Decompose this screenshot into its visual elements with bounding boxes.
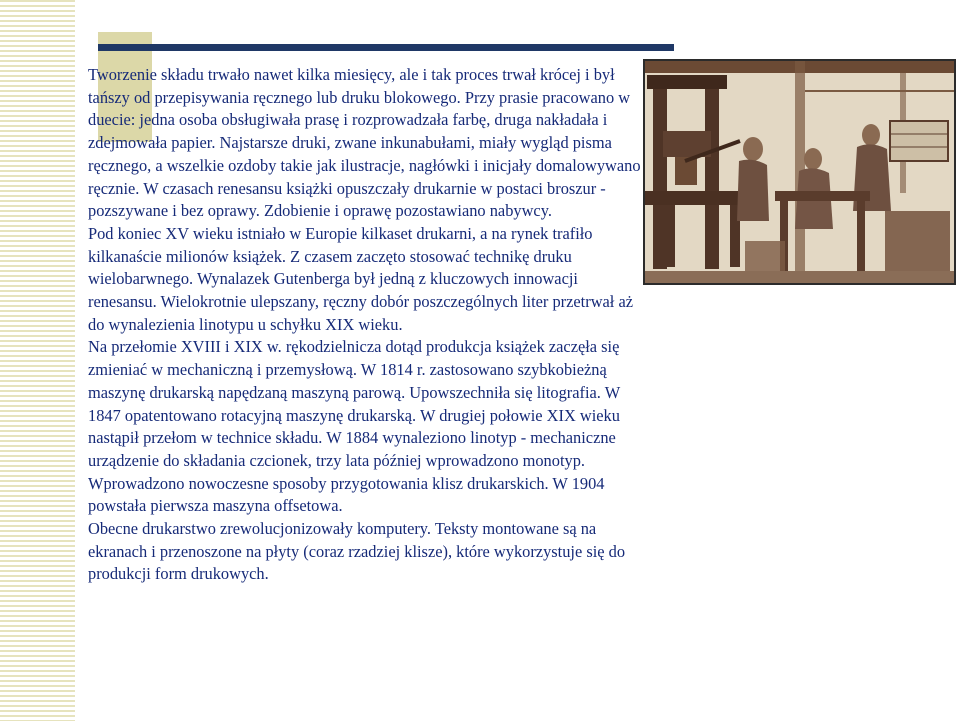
print-shop-engraving-image (643, 59, 956, 285)
paragraph-xv-century: Pod koniec XV wieku istniało w Europie kilkaset drukarni, a na rynek trafiło kilkanaście milionów książek. Z czasem zaczęto stosować technikę druku wielobarwnego. Wynalazek Gutenberga był jedną z kluczowych innowacji renesansu. Wielokrotnie ulepszany, ręczny dobór poszczególnych liter przetrwał aż do wynalezienia linotypu u schyłku XIX wieku. (88, 223, 634, 334)
decorative-stripes (0, 0, 75, 721)
body-text (88, 64, 648, 586)
paragraph-industrial-era: Na przełomie XVIII i XIX w. rękodzielnicza dotąd produkcja książek zaczęła się zmieniać w mechaniczną i przemysłową. W 1814 r. zastosowano szybkobieżną maszynę drukarską napędzaną maszyną parową. Upowszechniła się litografia. W 1847 opatentowano rotacyjną maszynę drukarską. W drugiej połowie XIX wieku nastąpił przełom w technice składu. W 1884 wynaleziono linotyp - mechaniczne urządzenie do składania czcionek, trzy lata później wprowadzono monotyp. Wprowadzono nowoczesne sposoby przygotowania klisz drukarskich. W 1904 powstała pierwsza maszyna offsetowa. (88, 337, 620, 516)
paragraph-computers: Obecne drukarstwo zrewolucjonizowały komputery. Teksty montowane są na ekranach i przenoszone na płyty (coraz rzadziej klisze), które wykorzystuje się do produkcji form drukowych. (88, 519, 626, 584)
paragraph-early-printing: Tworzenie składu trwało nawet kilka miesięcy, ale i tak proces trwał krócej i był tańszy od przepisywania ręcznego lub druku blokowego. Przy prasie pracowano w duecie: jedna osoba obsługiwała prasę i rozprowadzała farbę, druga nakładała i zdejmowała papier. Najstarsze druki, zwane inkunabułami, miały wygląd pisma ręcznego, a wszelkie ozdoby takie jak ilustracje, nagłówki i inicjały domalowywano ręcznie. W czasach renesansu książki opuszczały drukarnie w postaci broszur - pozszywane i bez oprawy. Zdobienie i oprawę pozostawiano nabywcy. (88, 65, 641, 221)
title-accent-line (98, 44, 674, 51)
print-shop-engraving-illustration (645, 61, 954, 283)
